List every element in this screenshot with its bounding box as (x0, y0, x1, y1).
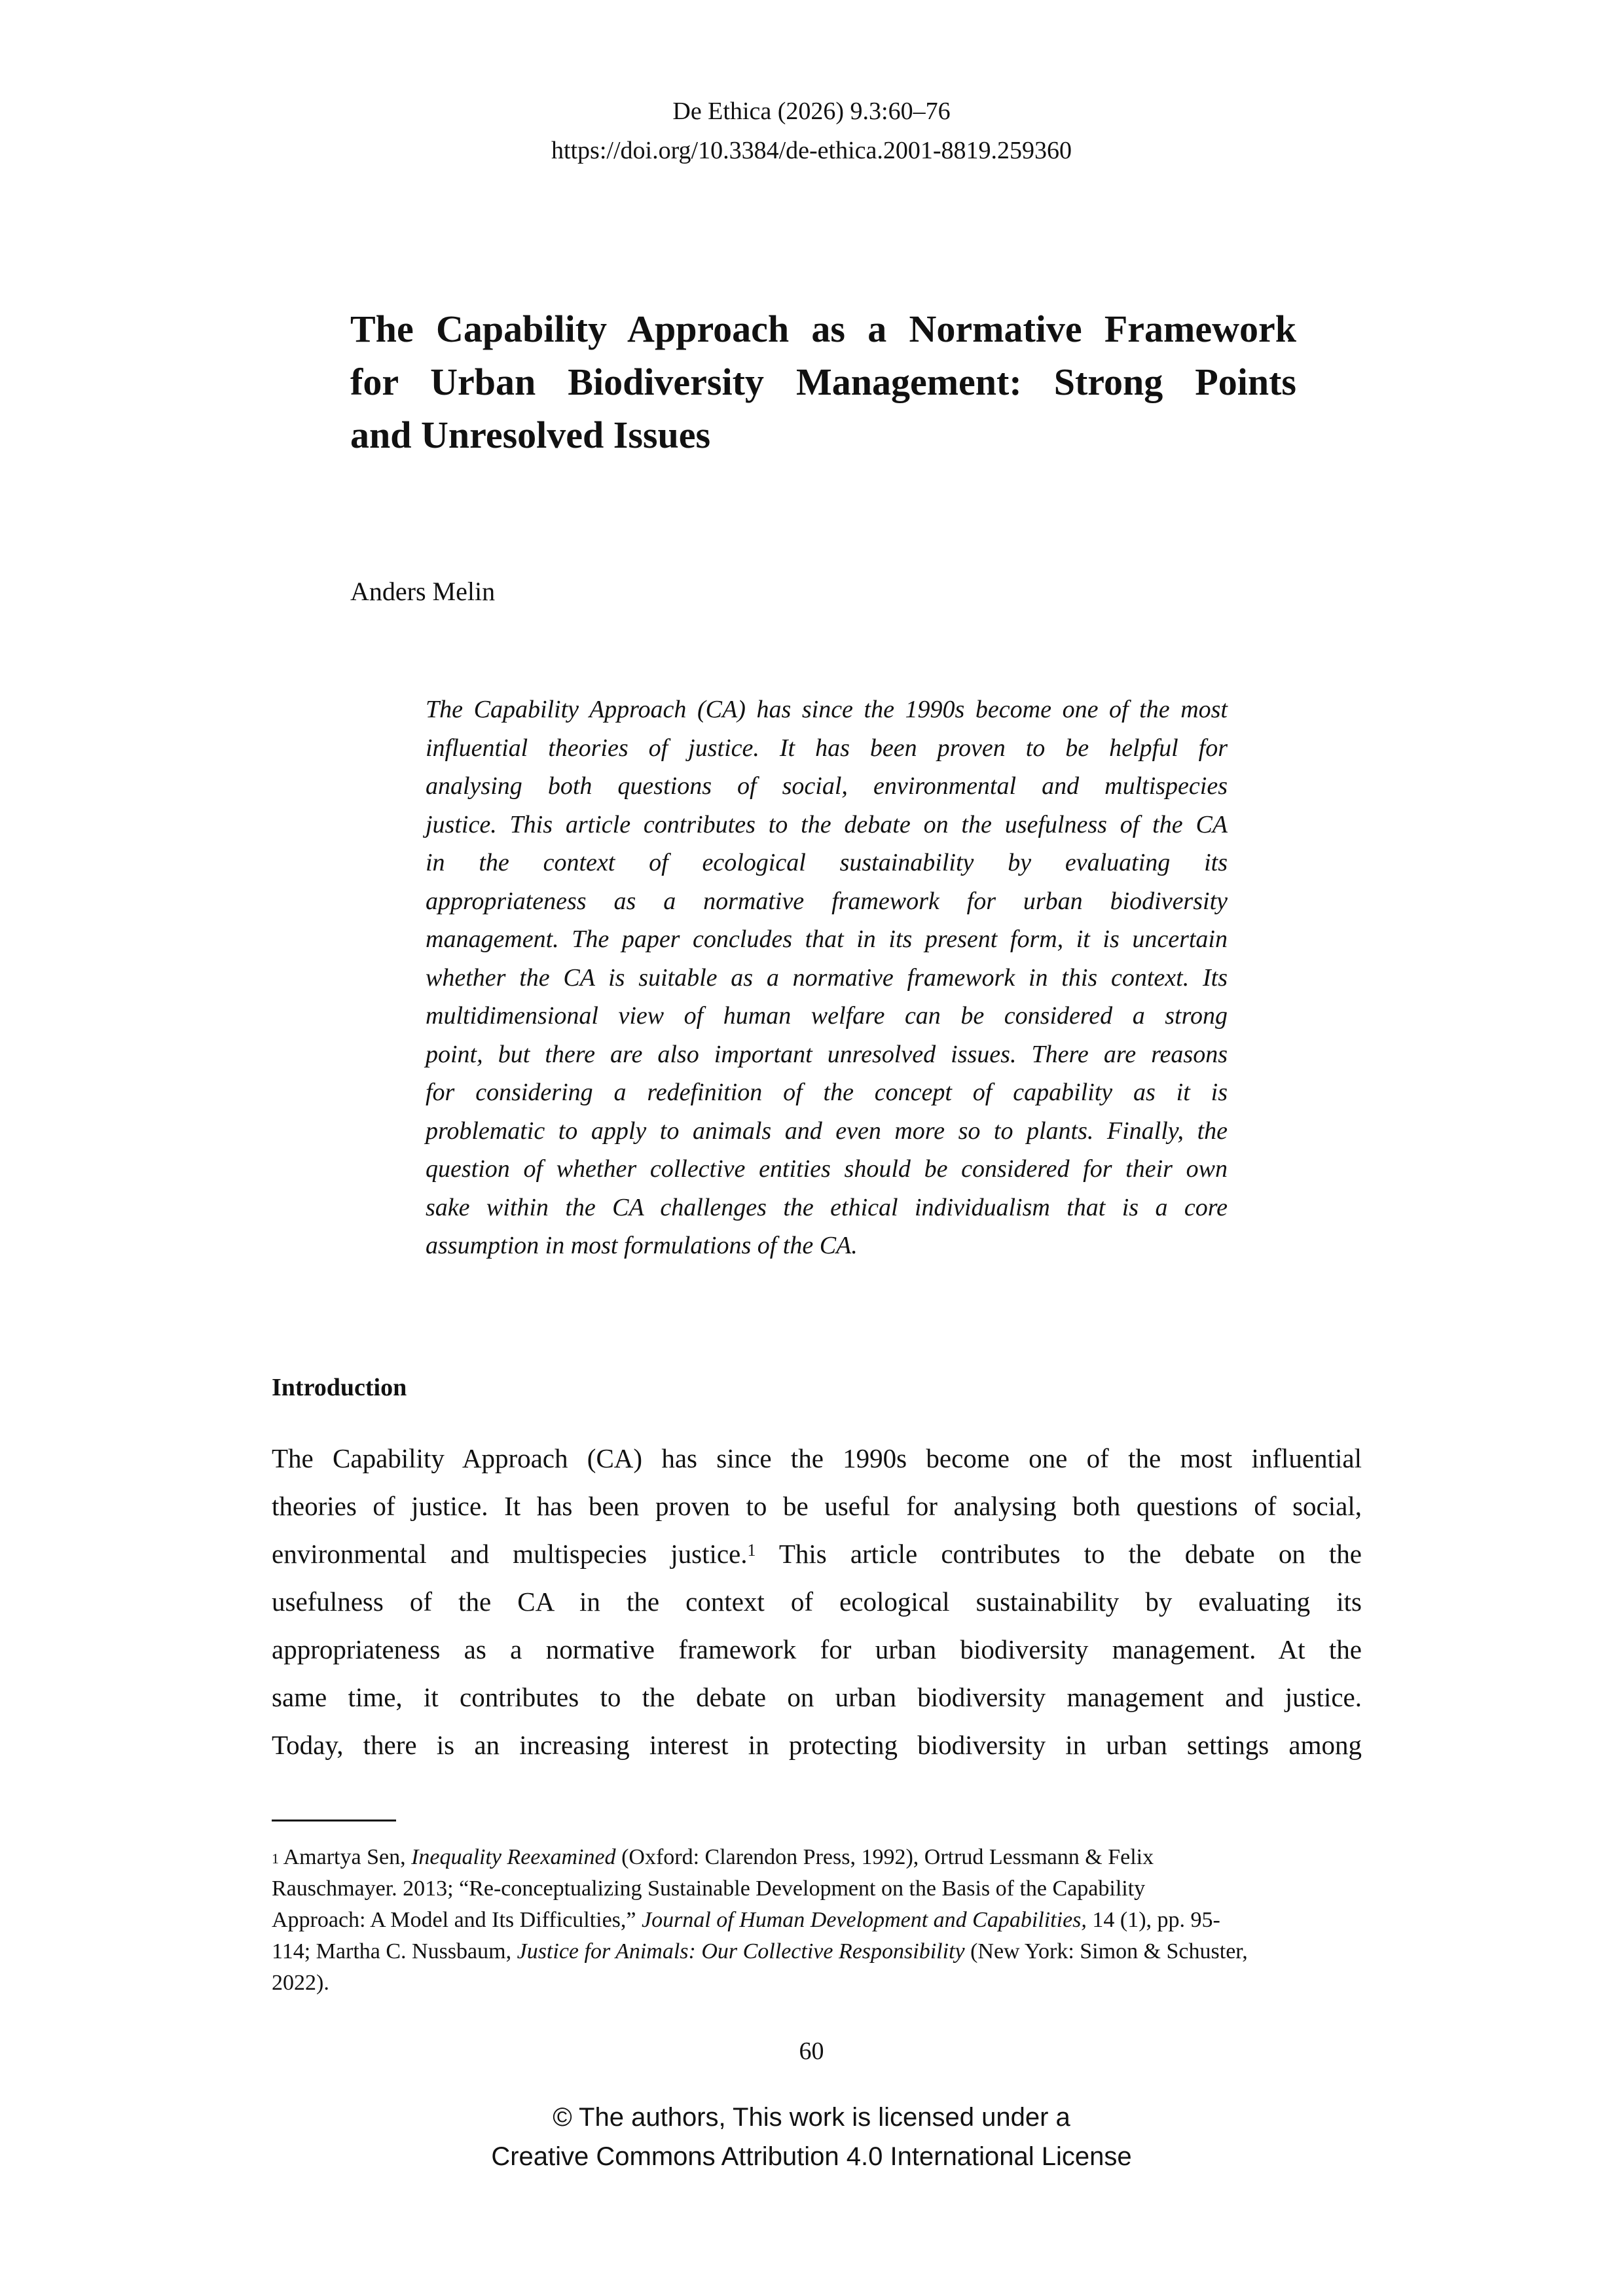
body-line: appropriateness as a normative framework for urban biodiversity management. At the (272, 1634, 1362, 1664)
abstract-line: question of whether collective entities should be considered for their own (426, 1155, 1228, 1183)
abstract-line: analysing both questions of social, environmental and multispecies (426, 772, 1228, 800)
abstract-line: appropriateness as a normative framework for urban biodiversity (426, 887, 1228, 915)
page-number: 60 (799, 2037, 824, 2065)
footnote-divider (272, 1820, 396, 1821)
abstract-line: point, but there are also important unresolved issues. There are reasons (426, 1040, 1228, 1068)
abstract-line: The Capability Approach (CA) has since the 1990s become one of the most (426, 696, 1228, 723)
introduction-body (272, 1435, 1362, 1769)
journal-header (0, 92, 1623, 170)
footnote-marker: 1 (272, 1850, 279, 1867)
abstract-line: sake within the CA challenges the ethical individualism that is a core (426, 1193, 1228, 1221)
abstract-line: problematic to apply to animals and even more so to plants. Finally, the (426, 1117, 1228, 1145)
body-line: same time, it contributes to the debate on urban biodiversity management and justice. (272, 1682, 1362, 1712)
footnote-1: $^1$ Amartya Sen, Inequality Reexamined (Oxford: Clarendon Press, 1992), Ortrud Lessmann & Felix Rauschmayer. 2013; “Re-conceptualizing Sustainable Development on the Basis of the Capability Approach: A Model and Its Difficulties,” Journal of Human Development and Capabilities, 14 (1), pp. 95- 114; Martha C. Nussbaum, Justice for Animals: Our Collective Responsibility (New York: Simon & Schuster, 2022). (272, 1845, 1248, 1995)
abstract-line: management. The paper concludes that in its present form, it is uncertain (426, 925, 1228, 953)
license-notice (0, 2098, 1623, 2176)
title-line: and Unresolved Issues (350, 414, 711, 456)
abstract-line: influential theories of justice. It has been proven to be helpful for (426, 734, 1228, 762)
license-link[interactable]: Creative Commons Attribution 4.0 International License (491, 2142, 1132, 2171)
abstract (426, 691, 1228, 1265)
body-line: Today, there is an increasing interest in protecting biodiversity in urban settings among (272, 1730, 1362, 1760)
license-line-1: © The authors, This work is licensed under a (553, 2103, 1070, 2132)
abstract-line: in the context of ecological sustainability by evaluating its (426, 849, 1228, 876)
author-name: Anders Melin (350, 577, 496, 606)
title-line: for Urban Biodiversity Management: Strong Points (350, 361, 1296, 403)
abstract-line: assumption in most formulations of the CA. (426, 1232, 858, 1259)
abstract-line: for considering a redefinition of the concept of capability as it is (426, 1079, 1228, 1106)
body-line-with-footnote: environmental and multispecies justice.$^1$ This article contributes to the debate on the (272, 1539, 1362, 1569)
article-title (350, 302, 1296, 461)
title-line: The Capability Approach as a Normative Framework (350, 308, 1296, 350)
body-line: The Capability Approach (CA) has since the 1990s become one of the most influential (272, 1443, 1362, 1473)
footnote-reference-1[interactable]: 1 (747, 1541, 756, 1560)
abstract-line: multidimensional view of human welfare can be considered a strong (426, 1002, 1228, 1030)
section-heading-introduction: Introduction (272, 1374, 407, 1401)
journal-citation: De Ethica (2026) 9.3:60–76 (672, 98, 951, 125)
abstract-line: whether the CA is suitable as a normative framework in this context. Its (426, 963, 1228, 992)
doi-link[interactable]: https://doi.org/10.3384/de-ethica.2001-8819.259360 (551, 137, 1072, 164)
body-line: theories of justice. It has been proven to be useful for analysing both questions of social, (272, 1491, 1362, 1521)
abstract-line: justice. This article contributes to the debate on the usefulness of the CA (426, 810, 1228, 838)
body-line: usefulness of the CA in the context of ecological sustainability by evaluating its (272, 1587, 1362, 1617)
